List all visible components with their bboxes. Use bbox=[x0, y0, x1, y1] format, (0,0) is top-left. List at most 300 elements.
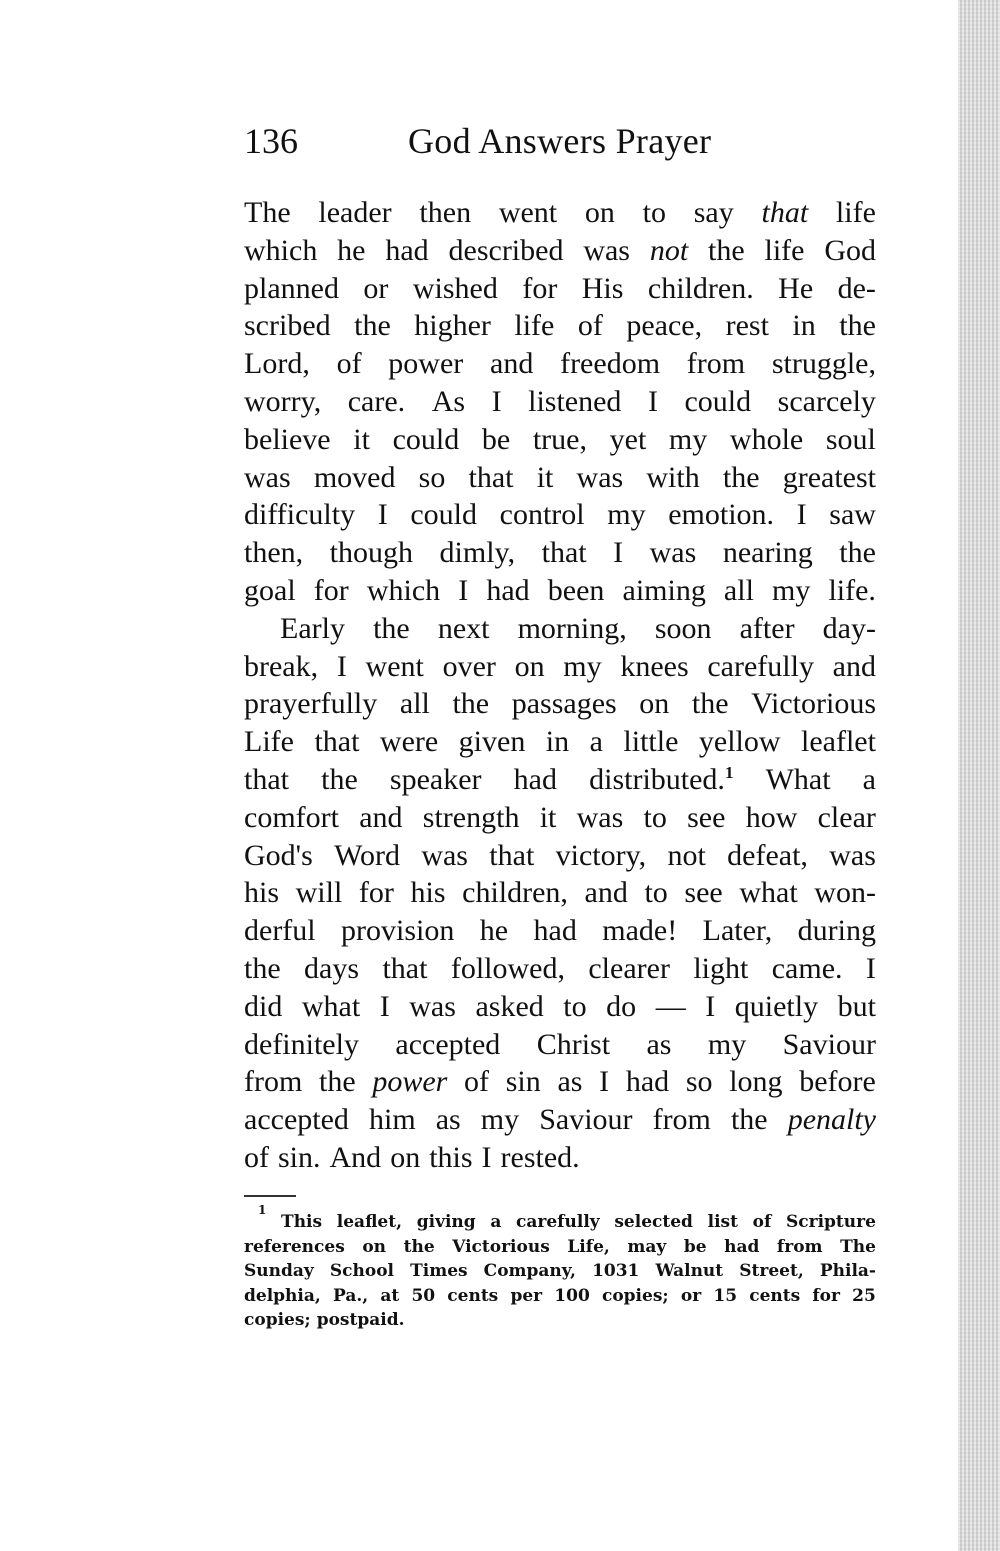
body-word: His bbox=[581, 271, 624, 305]
body-word: definitely bbox=[244, 1027, 359, 1061]
body-word: I bbox=[377, 498, 388, 532]
body-word: he bbox=[337, 233, 366, 267]
body-line bbox=[244, 1139, 876, 1177]
body-word: then bbox=[419, 196, 472, 229]
body-word: to bbox=[643, 800, 667, 834]
body-word: soon bbox=[654, 611, 712, 645]
body-word: As bbox=[431, 384, 466, 418]
body-word: I bbox=[481, 1140, 492, 1174]
body-word: listened bbox=[528, 384, 622, 418]
body-word: which bbox=[366, 573, 441, 607]
body-word: was bbox=[409, 989, 456, 1023]
footnote-word: Walnut bbox=[655, 1261, 724, 1282]
body-word: of bbox=[464, 1065, 490, 1099]
body-word: so bbox=[418, 460, 446, 494]
body-word: I bbox=[647, 384, 658, 418]
body-word: came. bbox=[771, 951, 843, 985]
body-word: Saviour bbox=[539, 1103, 633, 1137]
footnote-word: or bbox=[680, 1285, 702, 1306]
footnote-word: on bbox=[362, 1236, 387, 1257]
footnote-word: references bbox=[244, 1236, 345, 1257]
footnote-word: 25 bbox=[852, 1285, 876, 1306]
body-word: that bbox=[489, 838, 535, 872]
body-word: with bbox=[646, 460, 700, 494]
body-word: Saviour bbox=[782, 1027, 876, 1061]
body-text bbox=[244, 194, 876, 1177]
body-word: emotion. bbox=[668, 498, 775, 532]
footnote-word: of bbox=[752, 1212, 772, 1232]
body-word: the bbox=[321, 762, 358, 796]
footnote-word: copies; bbox=[601, 1285, 669, 1306]
body-line bbox=[244, 610, 876, 648]
body-word: God's bbox=[244, 838, 313, 872]
body-word: moved bbox=[313, 460, 396, 494]
body-word: had bbox=[486, 573, 530, 607]
body-line bbox=[244, 1026, 876, 1064]
body-line bbox=[244, 232, 876, 270]
body-word: victory, bbox=[555, 838, 647, 872]
body-word: the bbox=[691, 687, 729, 721]
body-word: Victorious bbox=[751, 687, 876, 721]
body-word: nearing bbox=[722, 536, 813, 570]
body-word: I bbox=[865, 951, 876, 985]
body-word: and bbox=[490, 347, 534, 381]
body-word: freedom bbox=[560, 347, 661, 381]
body-word: And bbox=[329, 1140, 382, 1174]
body-word: peace, bbox=[626, 309, 703, 343]
page-number: 136 bbox=[244, 121, 298, 161]
body-line bbox=[244, 799, 876, 837]
body-word: what bbox=[739, 876, 798, 910]
body-word: believe bbox=[244, 422, 331, 456]
footnote-line bbox=[244, 1308, 876, 1333]
body-word: aiming bbox=[622, 573, 706, 607]
body-word: went bbox=[365, 649, 424, 683]
body-word: day- bbox=[822, 611, 876, 645]
body-line bbox=[244, 383, 876, 421]
body-word: speaker bbox=[389, 762, 482, 796]
footnote-line bbox=[244, 1235, 876, 1260]
body-word: worry, bbox=[244, 384, 322, 418]
body-word: accepted bbox=[244, 1103, 349, 1137]
body-word: that bbox=[761, 196, 809, 229]
body-word: penalty bbox=[787, 1103, 876, 1137]
footnote-word: Sunday bbox=[244, 1261, 314, 1282]
body-word: over bbox=[442, 649, 496, 683]
body-line bbox=[244, 345, 876, 383]
body-word: He bbox=[778, 271, 814, 305]
footnote-word: cents bbox=[749, 1285, 801, 1306]
body-word: Later, bbox=[702, 914, 773, 948]
body-word: his bbox=[244, 876, 280, 910]
body-word: life bbox=[835, 196, 876, 229]
footnote-number: 1 bbox=[258, 1203, 267, 1217]
body-word: dimly, bbox=[439, 536, 516, 570]
footnote bbox=[244, 1203, 876, 1333]
body-word: followed, bbox=[450, 951, 565, 985]
body-word: whole bbox=[729, 422, 804, 456]
footnote-word: a bbox=[490, 1212, 502, 1232]
footnote-word: may bbox=[627, 1236, 667, 1257]
body-word: had bbox=[513, 762, 557, 796]
body-word: true, bbox=[532, 422, 587, 456]
body-word: the bbox=[708, 233, 745, 267]
footnote-word: for bbox=[812, 1285, 840, 1306]
body-word: all bbox=[399, 687, 430, 721]
body-word: had bbox=[625, 1065, 670, 1099]
body-word: of bbox=[577, 309, 603, 343]
body-line bbox=[244, 988, 876, 1026]
body-word: say bbox=[693, 196, 734, 229]
body-word: which bbox=[244, 233, 318, 267]
body-word: though bbox=[329, 536, 414, 570]
body-word: comfort bbox=[244, 800, 339, 834]
body-word: the bbox=[373, 611, 410, 645]
body-word: in bbox=[792, 309, 816, 343]
body-word: from bbox=[652, 1103, 711, 1137]
footnote-word: 100 bbox=[554, 1285, 590, 1306]
body-word: life bbox=[514, 309, 555, 343]
body-word: the bbox=[354, 309, 391, 343]
body-word: I bbox=[379, 989, 390, 1023]
body-line bbox=[244, 723, 876, 761]
body-word: the bbox=[244, 951, 281, 985]
body-word: on bbox=[639, 687, 670, 721]
body-word: The bbox=[244, 196, 291, 229]
body-word: carefully bbox=[707, 649, 814, 683]
body-word: passages bbox=[511, 687, 617, 721]
body-word: break, bbox=[244, 649, 319, 683]
body-word: his bbox=[410, 876, 446, 910]
body-word: I bbox=[599, 1065, 610, 1099]
body-word: accepted bbox=[395, 1027, 501, 1061]
body-word: that bbox=[541, 536, 587, 570]
body-word: on bbox=[584, 196, 615, 229]
footnote-word: giving bbox=[416, 1212, 476, 1232]
body-word: I bbox=[796, 498, 807, 532]
body-word: my bbox=[668, 422, 708, 456]
body-word: next bbox=[437, 611, 490, 645]
body-word: knees bbox=[620, 649, 689, 683]
body-word: morning, bbox=[517, 611, 627, 645]
footnote-word: Company, bbox=[483, 1261, 576, 1282]
body-word: defeat, bbox=[727, 838, 808, 872]
body-word: care. bbox=[347, 384, 406, 418]
body-word: not bbox=[649, 233, 689, 267]
body-word: What bbox=[765, 762, 831, 796]
footnote-word: delphia, bbox=[244, 1285, 321, 1306]
footnote-word: Street, bbox=[739, 1261, 804, 1282]
body-word: children. bbox=[647, 271, 754, 305]
footnote-word: copies; bbox=[244, 1310, 311, 1331]
body-word: during bbox=[797, 914, 876, 948]
body-word: could bbox=[684, 384, 752, 418]
body-word: or bbox=[363, 271, 389, 305]
body-line bbox=[244, 307, 876, 345]
footnote-word: list bbox=[707, 1212, 738, 1232]
body-word: I bbox=[613, 536, 624, 570]
body-word: Life bbox=[244, 725, 294, 759]
body-line bbox=[244, 1063, 876, 1101]
body-word: was bbox=[576, 460, 624, 494]
body-line bbox=[244, 459, 876, 497]
footnote-word: per bbox=[510, 1285, 543, 1306]
body-word: that bbox=[468, 460, 514, 494]
body-word: prayerfully bbox=[244, 687, 378, 721]
body-word: the bbox=[730, 1103, 768, 1137]
footnote-word: Victorious bbox=[452, 1236, 550, 1257]
footnote-word: Life, bbox=[567, 1236, 610, 1257]
body-word: to bbox=[563, 989, 587, 1023]
body-word: planned bbox=[244, 271, 339, 305]
footnote-word: at bbox=[380, 1285, 400, 1306]
body-word: a bbox=[862, 762, 876, 796]
body-line bbox=[244, 874, 876, 912]
body-line bbox=[244, 572, 876, 610]
body-word: days bbox=[304, 951, 360, 985]
footnote-word: selected bbox=[614, 1212, 693, 1232]
body-word: control bbox=[499, 498, 585, 532]
body-word: so bbox=[685, 1065, 713, 1099]
body-word: goal bbox=[244, 573, 296, 607]
body-word: as bbox=[435, 1103, 461, 1137]
body-word: difficulty bbox=[244, 498, 356, 532]
body-word: the bbox=[452, 687, 490, 721]
body-word: and bbox=[359, 800, 403, 834]
body-word: light bbox=[693, 951, 749, 985]
body-word: little bbox=[623, 725, 679, 759]
body-word: for bbox=[313, 573, 349, 607]
footnote-word: Scripture bbox=[785, 1212, 876, 1232]
body-word: was bbox=[583, 233, 630, 267]
body-word: after bbox=[739, 611, 795, 645]
footnote-word: The bbox=[840, 1236, 876, 1257]
body-word: see bbox=[687, 800, 726, 834]
body-word: asked bbox=[475, 989, 544, 1023]
body-word: wished bbox=[412, 271, 498, 305]
body-word: how bbox=[745, 800, 798, 834]
body-word: made! bbox=[602, 914, 678, 948]
body-word: as bbox=[557, 1065, 583, 1099]
body-word: had bbox=[533, 914, 577, 948]
book-title: God Answers Prayer bbox=[408, 121, 712, 161]
body-word: do bbox=[606, 989, 637, 1023]
body-word: and bbox=[584, 876, 628, 910]
body-word: from bbox=[244, 1065, 303, 1099]
body-word: it bbox=[353, 422, 370, 456]
body-word: the bbox=[839, 536, 876, 570]
footnote-word: postpaid. bbox=[316, 1310, 405, 1331]
body-line bbox=[244, 1101, 876, 1139]
body-word: and bbox=[832, 649, 876, 683]
body-line bbox=[244, 912, 876, 950]
body-word: had bbox=[385, 233, 429, 267]
body-word: Christ bbox=[536, 1027, 611, 1061]
body-line bbox=[244, 421, 876, 459]
footnote-word: cents bbox=[447, 1285, 499, 1306]
body-line bbox=[244, 534, 876, 572]
body-word: struggle, bbox=[771, 347, 876, 381]
body-word: — bbox=[655, 989, 686, 1023]
body-word: was bbox=[829, 838, 876, 872]
body-word: then, bbox=[244, 536, 304, 570]
body-word: provision bbox=[341, 914, 455, 948]
body-line bbox=[244, 496, 876, 534]
body-word: power bbox=[388, 347, 464, 381]
body-word: not bbox=[667, 838, 706, 872]
body-word: quietly bbox=[734, 989, 819, 1023]
footnote-line bbox=[244, 1203, 876, 1235]
body-word: see bbox=[684, 876, 723, 910]
body-word: scribed bbox=[244, 309, 331, 343]
body-word: clearer bbox=[588, 951, 670, 985]
body-line bbox=[244, 685, 876, 723]
body-word: for bbox=[522, 271, 558, 305]
body-word: distributed.$^1$ bbox=[589, 762, 734, 796]
body-word: what bbox=[301, 989, 361, 1023]
footnote-word: 50 bbox=[411, 1285, 436, 1306]
footnote-word: School bbox=[329, 1261, 394, 1282]
body-word: the bbox=[319, 1065, 356, 1099]
footnote-word: had bbox=[724, 1236, 760, 1257]
body-word: was bbox=[421, 838, 468, 872]
body-word: sin. bbox=[278, 1140, 321, 1174]
footnote-rule bbox=[244, 1195, 296, 1197]
body-line bbox=[244, 270, 876, 308]
footnote-word: Times bbox=[410, 1261, 468, 1282]
body-word: given bbox=[458, 725, 526, 759]
body-word: but bbox=[837, 989, 876, 1023]
body-word: derful bbox=[244, 914, 316, 948]
footnote-word: from bbox=[776, 1236, 823, 1257]
body-line bbox=[244, 648, 876, 686]
body-word: from bbox=[686, 347, 746, 381]
body-word: him bbox=[368, 1103, 416, 1137]
body-line bbox=[244, 761, 876, 799]
body-word: as bbox=[646, 1027, 672, 1061]
body-word: been bbox=[547, 573, 605, 607]
body-word: I bbox=[458, 573, 469, 607]
body-word: could bbox=[410, 498, 477, 532]
footnote-word: the bbox=[403, 1236, 435, 1257]
body-word: saw bbox=[829, 498, 876, 532]
body-word: before bbox=[799, 1065, 876, 1099]
body-word: will bbox=[295, 876, 343, 910]
body-word: for bbox=[358, 876, 394, 910]
body-word: on bbox=[514, 649, 545, 683]
body-word: this bbox=[429, 1140, 473, 1174]
body-word: of bbox=[336, 347, 362, 381]
body-word: the bbox=[722, 460, 760, 494]
body-word: de- bbox=[837, 271, 876, 305]
footnote-line bbox=[244, 1259, 876, 1284]
body-line bbox=[244, 837, 876, 875]
body-word: higher bbox=[414, 309, 491, 343]
body-word: that bbox=[244, 762, 289, 796]
body-word: life. bbox=[828, 573, 876, 607]
body-word: on bbox=[390, 1140, 421, 1174]
footnote-word: 15 bbox=[713, 1285, 738, 1306]
body-word: be bbox=[481, 422, 511, 456]
body-word: Early bbox=[280, 611, 345, 645]
body-word: that bbox=[382, 951, 428, 985]
footnote-word: Pa., bbox=[333, 1285, 369, 1306]
body-word: won- bbox=[814, 876, 876, 910]
body-word: my bbox=[707, 1027, 747, 1061]
page-edge-scan bbox=[958, 0, 1000, 1551]
body-word: that bbox=[314, 725, 360, 759]
body-word: in bbox=[545, 725, 570, 759]
body-word: was bbox=[649, 536, 697, 570]
footnote-reference: 1 bbox=[724, 762, 734, 782]
footnote-word: leaflet, bbox=[336, 1212, 403, 1232]
body-word: my bbox=[607, 498, 646, 532]
body-word: of bbox=[244, 1140, 269, 1174]
body-word: scarcely bbox=[777, 384, 876, 418]
body-word: he bbox=[479, 914, 509, 948]
body-word: clear bbox=[817, 800, 876, 834]
body-word: was bbox=[576, 800, 624, 834]
footnote-line bbox=[244, 1284, 876, 1309]
footnote-word: carefully bbox=[516, 1212, 600, 1232]
body-word: rested. bbox=[500, 1140, 580, 1174]
body-word: life bbox=[764, 233, 805, 267]
running-head bbox=[244, 116, 884, 166]
body-line bbox=[244, 194, 876, 232]
body-word: the bbox=[839, 309, 876, 343]
body-word: I bbox=[491, 384, 502, 418]
body-word: God bbox=[824, 233, 876, 267]
body-word: strength bbox=[422, 800, 520, 834]
body-word: it bbox=[539, 800, 557, 834]
body-word: it bbox=[536, 460, 554, 494]
body-word: could bbox=[392, 422, 460, 456]
footnote-word: 1031 bbox=[592, 1261, 640, 1282]
body-word: my bbox=[480, 1103, 520, 1137]
body-word: was bbox=[244, 460, 291, 494]
body-word: leader bbox=[318, 196, 392, 229]
body-line bbox=[244, 950, 876, 988]
body-word: all bbox=[723, 573, 754, 607]
body-word: described bbox=[448, 233, 564, 267]
footnote-word: be bbox=[683, 1236, 707, 1257]
body-word: a bbox=[589, 725, 603, 759]
body-word: Lord, bbox=[244, 347, 310, 381]
body-word: to bbox=[642, 196, 666, 229]
body-word: yet bbox=[609, 422, 647, 456]
body-word: went bbox=[498, 196, 558, 229]
footnote-word: This bbox=[281, 1212, 323, 1232]
body-word: did bbox=[244, 989, 283, 1023]
body-word: I bbox=[705, 989, 716, 1023]
body-word: long bbox=[729, 1065, 783, 1099]
body-word: sin bbox=[505, 1065, 541, 1099]
body-word: my bbox=[563, 649, 602, 683]
body-word: greatest bbox=[782, 460, 876, 494]
body-word: to bbox=[644, 876, 668, 910]
body-word: power bbox=[372, 1065, 448, 1099]
body-word: were bbox=[379, 725, 439, 759]
footnote-word: Phila- bbox=[819, 1261, 876, 1282]
body-word: rest bbox=[725, 309, 769, 343]
body-word: my bbox=[772, 573, 811, 607]
body-word: children, bbox=[462, 876, 568, 910]
body-word: leaflet bbox=[801, 725, 876, 759]
body-word: soul bbox=[825, 422, 876, 456]
body-word: yellow bbox=[698, 725, 781, 759]
body-word: Word bbox=[334, 838, 400, 872]
body-word: I bbox=[336, 649, 347, 683]
